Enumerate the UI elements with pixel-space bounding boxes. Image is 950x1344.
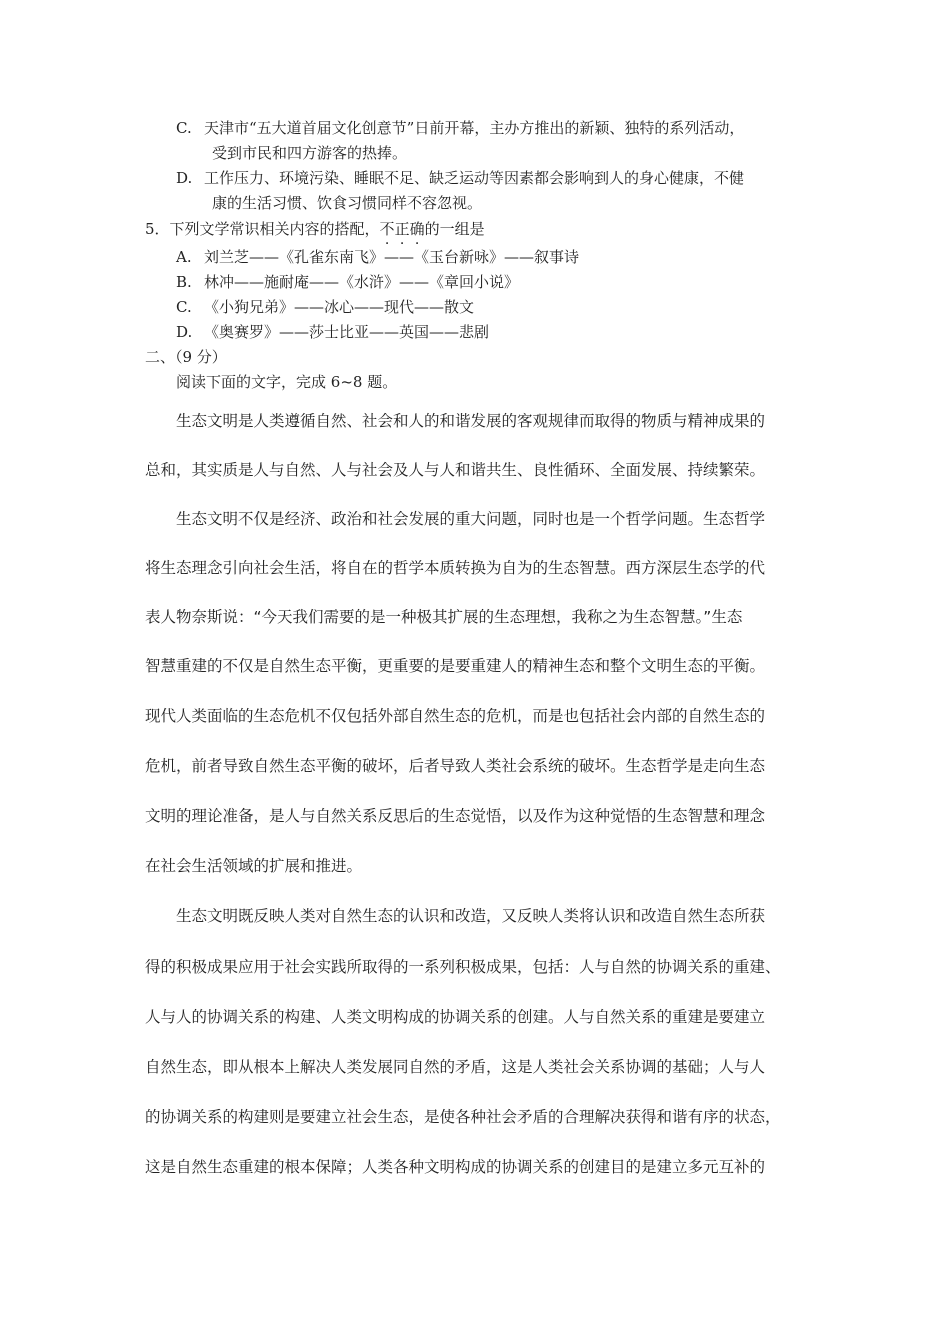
option-text: 《奥赛罗》——莎士比亚——英国——悲剧 <box>204 323 490 341</box>
passage-line: 生态文明既反映人类对自然生态的认识和改造，又反映人类将认识和改造自然生态所获 <box>176 907 766 925</box>
emphasis-char: 正 <box>394 220 410 238</box>
passage-line: 自然生态，即从根本上解决人类发展同自然的矛盾，这是人类社会关系协调的基础；人与人 <box>145 1058 766 1076</box>
option-text: 林冲——施耐庵——《水浒》——《章回小说》 <box>204 273 520 291</box>
option-label: C. <box>176 119 192 137</box>
section-instruction: 阅读下面的文字，完成 6~8 题。 <box>176 373 398 391</box>
q4-option-d <box>176 166 836 212</box>
option-label: B. <box>176 273 192 291</box>
passage-line: 生态文明不仅是经济、政治和社会发展的重大问题，同时也是一个哲学问题。生态哲学 <box>176 510 766 528</box>
q4-option-c <box>176 116 836 162</box>
q5-option-b <box>176 270 836 295</box>
option-label: D. <box>176 169 193 187</box>
passage-line: 的协调关系的构建则是要建立社会生态，是使各种社会矛盾的合理解决获得和谐有序的状态， <box>145 1108 781 1126</box>
passage-line: 总和，其实质是人与自然、人与社会及人与人和谐共生、良性循环、全面发展、持续繁荣。 <box>145 461 766 479</box>
passage-line: 智慧重建的不仅是自然生态平衡，更重要的是要重建人的精神生态和整个文明生态的平衡。 <box>145 657 766 675</box>
option-label: D. <box>176 323 193 341</box>
option-text-line2: 受到市民和四方游客的热捧。 <box>212 144 408 162</box>
passage-line: 人与人的协调关系的构建、人类文明构成的协调关系的创建。人与自然关系的重建是要建立 <box>145 1008 766 1026</box>
option-label: A. <box>176 248 192 266</box>
option-text: 《小狗兄弟》——冰心——现代——散文 <box>204 298 475 316</box>
passage-line: 将生态理念引向社会生活，将自在的哲学本质转换为自为的生态智慧。西方深层生态学的代 <box>145 559 766 577</box>
passage-line: 得的积极成果应用于社会实践所取得的一系列积极成果，包括：人与自然的协调关系的重建、 <box>145 958 781 976</box>
passage-line: 表人物奈斯说：“今天我们需要的是一种极其扩展的生态理想，我称之为生态智慧。”生态 <box>145 608 743 626</box>
option-text-line1: 工作压力、环境污染、睡眠不足、缺乏运动等因素都会影响到人的身心健康，不健 <box>204 169 745 187</box>
passage-line: 现代人类面临的生态危机不仅包括外部自然生态的危机，而是也包括社会内部的自然生态的 <box>145 707 766 725</box>
q5-option-c <box>176 295 836 320</box>
option-text: 刘兰芝——《孔雀东南飞》——《玉台新咏》——叙事诗 <box>204 248 580 266</box>
passage-line: 危机，前者导致自然生态平衡的破坏，后者导致人类社会系统的破坏。生态哲学是走向生态 <box>145 757 766 775</box>
emphasis-char: 不 <box>379 220 395 238</box>
q5-option-a <box>176 245 836 270</box>
section-heading: 二、（9 分） <box>145 348 227 366</box>
option-label: C. <box>176 298 192 316</box>
q5-stem <box>145 218 485 240</box>
emphasis-char: 确 <box>409 220 425 238</box>
passage-line: 在社会生活领域的扩展和推进。 <box>145 857 363 875</box>
q5-stem-prefix: 5．下列文学常识相关内容的搭配， <box>145 220 380 238</box>
passage-line: 这是自然生态重建的根本保障；人类各种文明构成的协调关系的创建目的是建立多元互补的 <box>145 1158 766 1176</box>
q5-stem-suffix: 的一组是 <box>424 220 485 238</box>
passage-line: 生态文明是人类遵循自然、社会和人的和谐发展的客观规律而取得的物质与精神成果的 <box>176 412 766 430</box>
option-text-line2: 康的生活习惯、饮食习惯同样不容忽视。 <box>212 194 483 212</box>
passage-line: 文明的理论准备，是人与自然关系反思后的生态觉悟，以及作为这种觉悟的生态智慧和理念 <box>145 807 766 825</box>
option-text-line1: 天津市“五大道首届文化创意节”日前开幕，主办方推出的新颖、独特的系列活动， <box>204 119 745 137</box>
q5-option-d <box>176 320 836 345</box>
